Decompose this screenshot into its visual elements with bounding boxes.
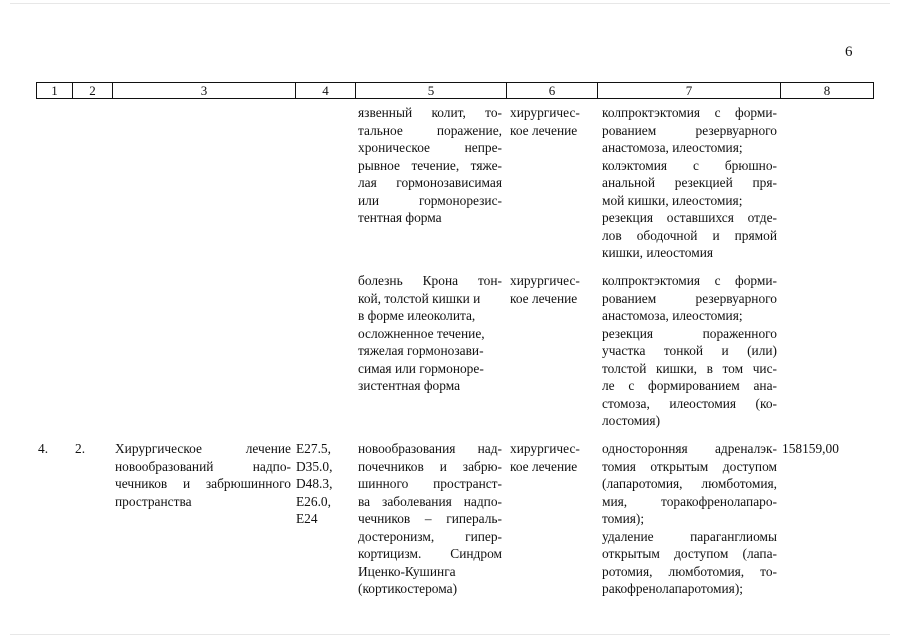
text-line: стомоза, илеостомия (ко- bbox=[602, 395, 777, 411]
text-line: тентная форма bbox=[358, 210, 442, 225]
header-col-4: 4 bbox=[296, 83, 356, 98]
text-line: пространства bbox=[115, 493, 192, 509]
text-line: или гормонорезис- bbox=[358, 192, 502, 208]
text-line: E27.5, bbox=[296, 441, 331, 456]
row2-disease-model bbox=[358, 440, 502, 598]
text-line: хирургичес- bbox=[510, 105, 580, 120]
text-line: кортицизм. Синдром bbox=[358, 546, 502, 561]
text-line: удаление параганглиомы bbox=[602, 528, 777, 544]
header-col-5: 5 bbox=[356, 83, 507, 98]
text-line: новообразования над- bbox=[358, 441, 502, 456]
text-line: томия); bbox=[602, 511, 645, 526]
text-line: кое лечение bbox=[510, 290, 578, 306]
text-line: (лапаротомия, люмботомия, bbox=[602, 476, 777, 491]
scan-edge-bottom bbox=[10, 634, 890, 635]
text-line: (кортикостерома) bbox=[358, 581, 458, 596]
text-line: мия, торакофренолапаро- bbox=[602, 493, 777, 509]
text-line: хирургичес- bbox=[510, 441, 580, 456]
text-line: мой кишки, илеостомия; bbox=[602, 192, 743, 208]
row1-treatment-method bbox=[602, 272, 777, 430]
text-line: Хирургическое лечение bbox=[115, 441, 291, 456]
text-line: ва заболевания надпо- bbox=[358, 493, 502, 509]
header-col-6: 6 bbox=[507, 83, 598, 98]
text-line: хирургичес- bbox=[510, 273, 580, 288]
row2-section-number: 4. bbox=[38, 441, 49, 456]
row1-disease-model bbox=[358, 272, 502, 395]
header-col-8: 8 bbox=[823, 83, 831, 98]
text-line: анальной резекцией пря- bbox=[602, 175, 777, 190]
text-line: кой, толстой кишки и bbox=[358, 290, 481, 306]
text-line: почечников и забрю- bbox=[358, 458, 502, 474]
text-line: томия открытым доступом bbox=[602, 458, 777, 474]
row2-treatment-type bbox=[510, 440, 595, 475]
text-line: лая гормонозависимая bbox=[358, 175, 502, 190]
text-line: открытым доступом (лапа- bbox=[602, 546, 777, 561]
header-col-7: 7 bbox=[598, 83, 781, 98]
text-line: хроническое непре- bbox=[358, 140, 502, 155]
text-line: рованием резервуарного bbox=[602, 290, 777, 306]
text-line: лостомия) bbox=[602, 413, 661, 428]
row2-icd-codes bbox=[296, 440, 354, 528]
row1-treatment-type bbox=[510, 272, 595, 307]
text-line: болезнь Крона тон- bbox=[358, 273, 502, 288]
text-line: кое лечение bbox=[510, 122, 578, 138]
text-line: осложненное течение, bbox=[358, 325, 485, 341]
text-line: кишки, илеостомия bbox=[602, 245, 714, 260]
text-line: чечников и забрюшинного bbox=[115, 476, 291, 491]
row2-cost: 158159,00 bbox=[782, 441, 839, 456]
text-line: лов ободочной и прямой bbox=[602, 227, 777, 243]
scan-edge-top bbox=[10, 3, 890, 4]
text-line: новообразований надпо- bbox=[115, 458, 291, 474]
text-line: Иценко-Кушинга bbox=[358, 563, 456, 579]
text-line: шинного пространст- bbox=[358, 476, 502, 491]
table-header bbox=[36, 82, 874, 99]
text-line: анастомоза, илеостомия; bbox=[602, 140, 743, 155]
text-line: язвенный колит, то- bbox=[358, 105, 502, 120]
text-line: рованием резервуарного bbox=[602, 122, 777, 138]
row0-disease-model bbox=[358, 104, 502, 227]
text-line: рывное течение, тяже- bbox=[358, 157, 502, 173]
header-col-3: 3 bbox=[113, 83, 296, 98]
row0-treatment-type bbox=[510, 104, 595, 139]
text-line: участка тонкой и (или) bbox=[602, 343, 777, 358]
text-line: ле с формированием ана- bbox=[602, 378, 777, 393]
text-line: симая или гормоноре- bbox=[358, 360, 484, 376]
text-line: в форме илеоколита, bbox=[358, 308, 476, 323]
row0-treatment-method bbox=[602, 104, 777, 262]
text-line: чечников – гипераль- bbox=[358, 511, 502, 526]
text-line: тальное поражение, bbox=[358, 122, 502, 138]
text-line: D35.0, bbox=[296, 458, 333, 474]
row2-treatment-method bbox=[602, 440, 777, 598]
page-number: 6 bbox=[845, 44, 853, 60]
text-line: резекция пораженного bbox=[602, 325, 777, 341]
text-line: D48.3, bbox=[296, 476, 333, 491]
text-line: односторонняя адреналэк- bbox=[602, 441, 777, 456]
text-line: E24 bbox=[296, 511, 318, 526]
text-line: ракофренолапаротомия); bbox=[602, 581, 744, 596]
text-line: анастомоза, илеостомия; bbox=[602, 308, 743, 323]
text-line: колпроктэктомия с форми- bbox=[602, 273, 777, 288]
row2-group-number: 2. bbox=[75, 441, 86, 456]
text-line: колпроктэктомия с форми- bbox=[602, 105, 777, 120]
text-line: зистентная форма bbox=[358, 378, 461, 393]
header-col-2: 2 bbox=[73, 83, 113, 98]
text-line: тяжелая гормонозави- bbox=[358, 343, 484, 358]
text-line: толстой кишки, в том чис- bbox=[602, 360, 777, 376]
text-line: колэктомия с брюшно- bbox=[602, 157, 777, 173]
text-line: достеронизм, гипер- bbox=[358, 528, 502, 544]
text-line: ротомия, люмботомия, то- bbox=[602, 563, 777, 579]
text-line: кое лечение bbox=[510, 458, 578, 474]
row2-care-type bbox=[115, 440, 291, 510]
text-line: резекция оставшихся отде- bbox=[602, 210, 777, 225]
text-line: E26.0, bbox=[296, 493, 331, 509]
header-col-1: 1 bbox=[37, 83, 73, 98]
